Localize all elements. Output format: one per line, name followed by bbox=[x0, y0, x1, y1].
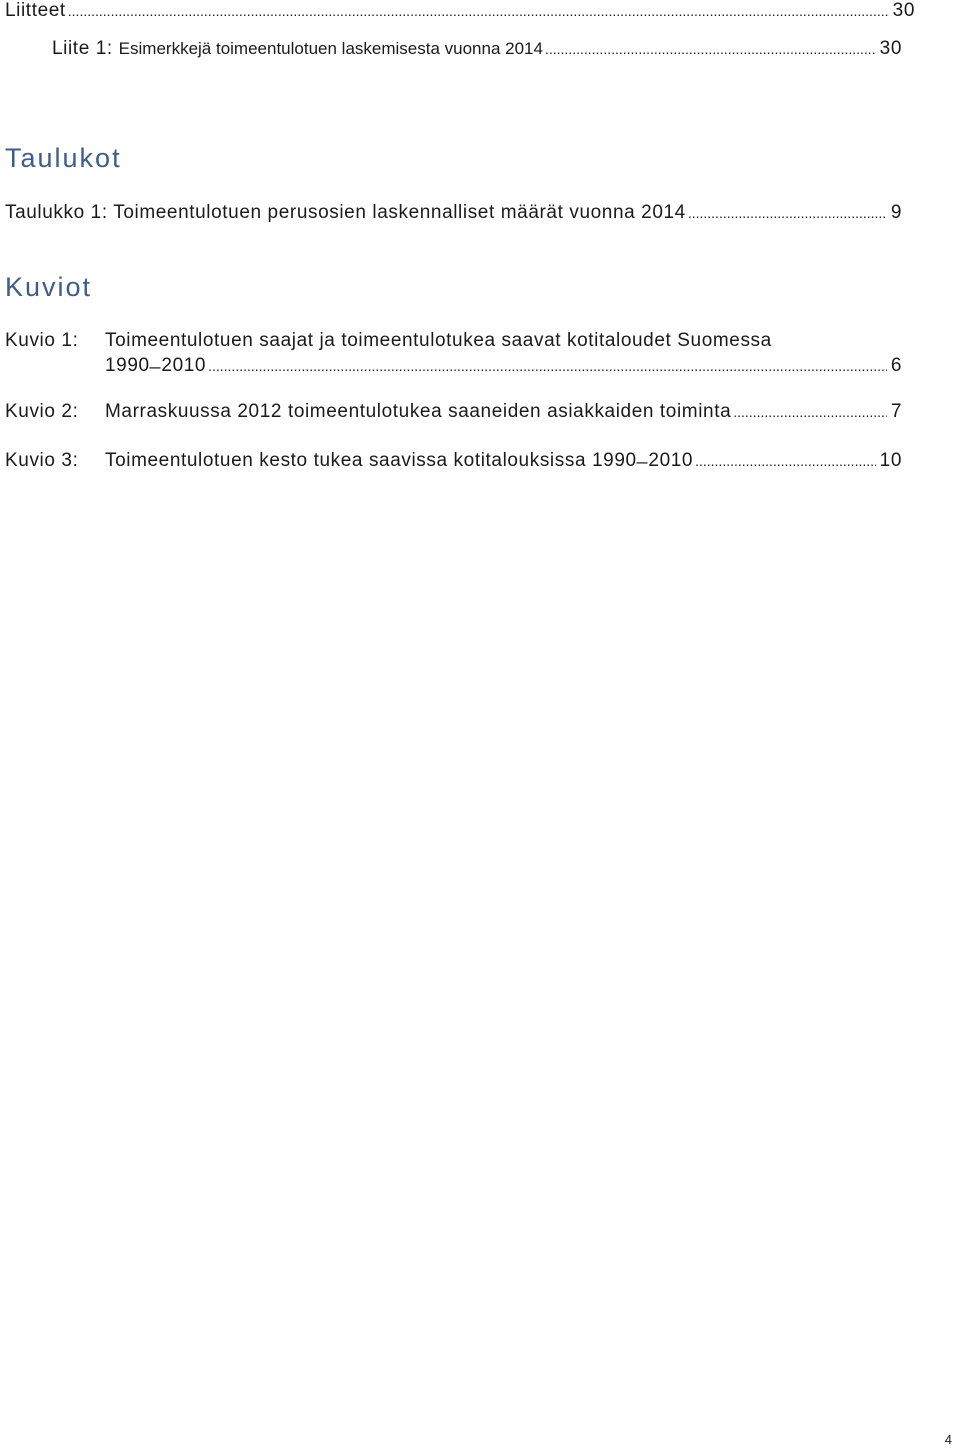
toc-leader-dots bbox=[68, 3, 889, 19]
toc-entry-label: 1990 ̶ 2010 bbox=[105, 355, 207, 376]
section-heading-taulukot: Taulukot bbox=[5, 143, 122, 173]
figure-prefix: Kuvio 2: bbox=[5, 401, 79, 422]
appendix-title: Esimerkkejä toimeentulotuen laskemisesta vuonna 2014 bbox=[118, 39, 543, 58]
toc-leader-dots bbox=[208, 358, 887, 374]
toc-entry-liitteet[interactable] bbox=[5, 0, 915, 22]
toc-page-number: 10 bbox=[879, 450, 902, 471]
toc-entry-label: Liitteet bbox=[5, 0, 66, 21]
figure-title-line-1: Toimeentulotuen saajat ja toimeentulotukea saavat kotitaloudet Suomessa bbox=[105, 330, 772, 351]
toc-page-number: 6 bbox=[890, 355, 902, 376]
figure-title-row bbox=[105, 450, 902, 472]
toc-leader-dots bbox=[545, 41, 876, 57]
toc-entry-label: Marraskuussa 2012 toimeentulotukea saaneiden asiakkaiden toiminta bbox=[105, 401, 732, 422]
appendix-prefix: Liite 1: bbox=[52, 38, 113, 59]
toc-leader-dots bbox=[695, 453, 876, 469]
toc-entry-label bbox=[52, 38, 543, 60]
section-heading-kuviot: Kuviot bbox=[5, 272, 93, 302]
figure-prefix: Kuvio 3: bbox=[5, 450, 79, 471]
figure-title-line-2 bbox=[105, 355, 902, 377]
toc-entry-liite-1[interactable] bbox=[52, 38, 902, 60]
toc-entry-taulukko-1[interactable] bbox=[5, 202, 902, 224]
toc-entry-label: Taulukko 1: Toimeentulotuen perusosien laskennalliset määrät vuonna 2014 bbox=[5, 202, 686, 223]
toc-entry-label: Toimeentulotuen kesto tukea saavissa kotitalouksissa 1990 ̶ 2010 bbox=[105, 450, 694, 471]
figure-title-row bbox=[105, 401, 902, 423]
toc-page-number: 30 bbox=[879, 38, 902, 59]
toc-page-number: 7 bbox=[890, 401, 902, 422]
toc-page-number: 9 bbox=[890, 202, 902, 223]
figure-prefix: Kuvio 1: bbox=[5, 330, 79, 351]
toc-page-number: 30 bbox=[892, 0, 915, 21]
footer-page-number: 4 bbox=[944, 1432, 952, 1447]
toc-leader-dots bbox=[688, 205, 887, 221]
toc-leader-dots bbox=[733, 404, 887, 420]
